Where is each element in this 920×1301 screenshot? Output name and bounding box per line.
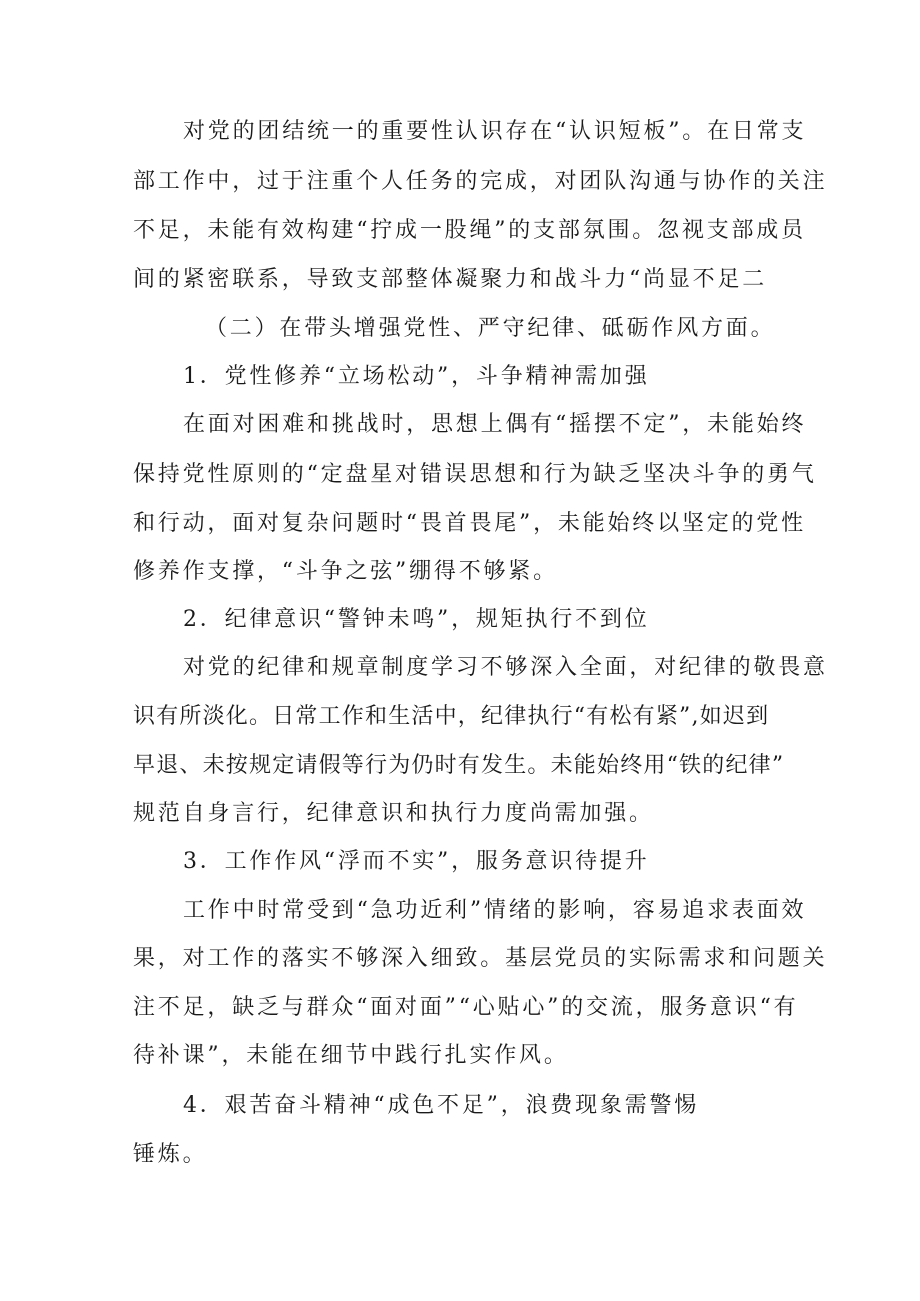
section-heading: （二）在带头增强党性、严守纪律、砥砺作风方面。	[205, 316, 776, 341]
text-line: 不足，未能有效构建“拧成一股绳”的支部氛围。忽视支部成员	[133, 218, 806, 243]
text-line: 注不足，缺乏与群众“面对面”“心贴心”的交流，服务意识“有	[133, 995, 799, 1020]
text-line: 锤炼。	[133, 1142, 208, 1167]
text-line: 对党的纪律和规章制度学习不够深入全面，对纪律的敬畏意	[183, 655, 828, 680]
text-line: 工作中时常受到“急功近利”情绪的影响，容易追求表面效	[183, 898, 807, 923]
item-heading-1: 1．党性修养“立场松动”，斗争精神需加强	[183, 364, 650, 389]
item-heading-4: 4．艰苦奋斗精神“成色不足”，浪费现象需警惕	[183, 1093, 700, 1118]
text-line: 早退、未按规定请假等行为仍时有发生。未能始终用“铁的纪律”	[133, 753, 785, 778]
text-line: 部工作中，过于注重个人任务的完成，对团队沟通与协作的关注	[133, 169, 828, 194]
item-heading-3: 3．工作作风“浮而不实”，服务意识待提升	[183, 849, 650, 874]
text-line: 间的紧密联系，导致支部整体凝聚力和战斗力“尚显不足二	[133, 267, 768, 292]
text-line: 果，对工作的落实不够深入细致。基层党员的实际需求和问题关	[133, 946, 828, 971]
text-line: 在面对困难和挑战时，思想上偶有“摇摆不定”，未能始终	[183, 412, 807, 437]
text-line: 待补课”，未能在细节中践行扎实作风。	[133, 1043, 569, 1068]
text-line: 识有所淡化。日常工作和生活中，纪律执行“有松有紧”,如迟到	[133, 704, 770, 729]
text-line: 规范自身言行，纪律意识和执行力度尚需加强。	[133, 801, 654, 826]
text-line: 和行动，面对复杂问题时“畏首畏尾”，未能始终以坚定的党性	[133, 511, 806, 536]
text-line: 保持党性原则的“定盘星对错误思想和行为缺乏坚决斗争的勇气	[133, 462, 817, 487]
text-line: 对党的团结统一的重要性认识存在“认识短板”。在日常支	[183, 119, 807, 144]
item-heading-2: 2．纪律意识“警钟未鸣”，规矩执行不到位	[183, 607, 650, 632]
text-line: 修养作支撑，“斗争之弦”绷得不够紧。	[133, 559, 558, 584]
